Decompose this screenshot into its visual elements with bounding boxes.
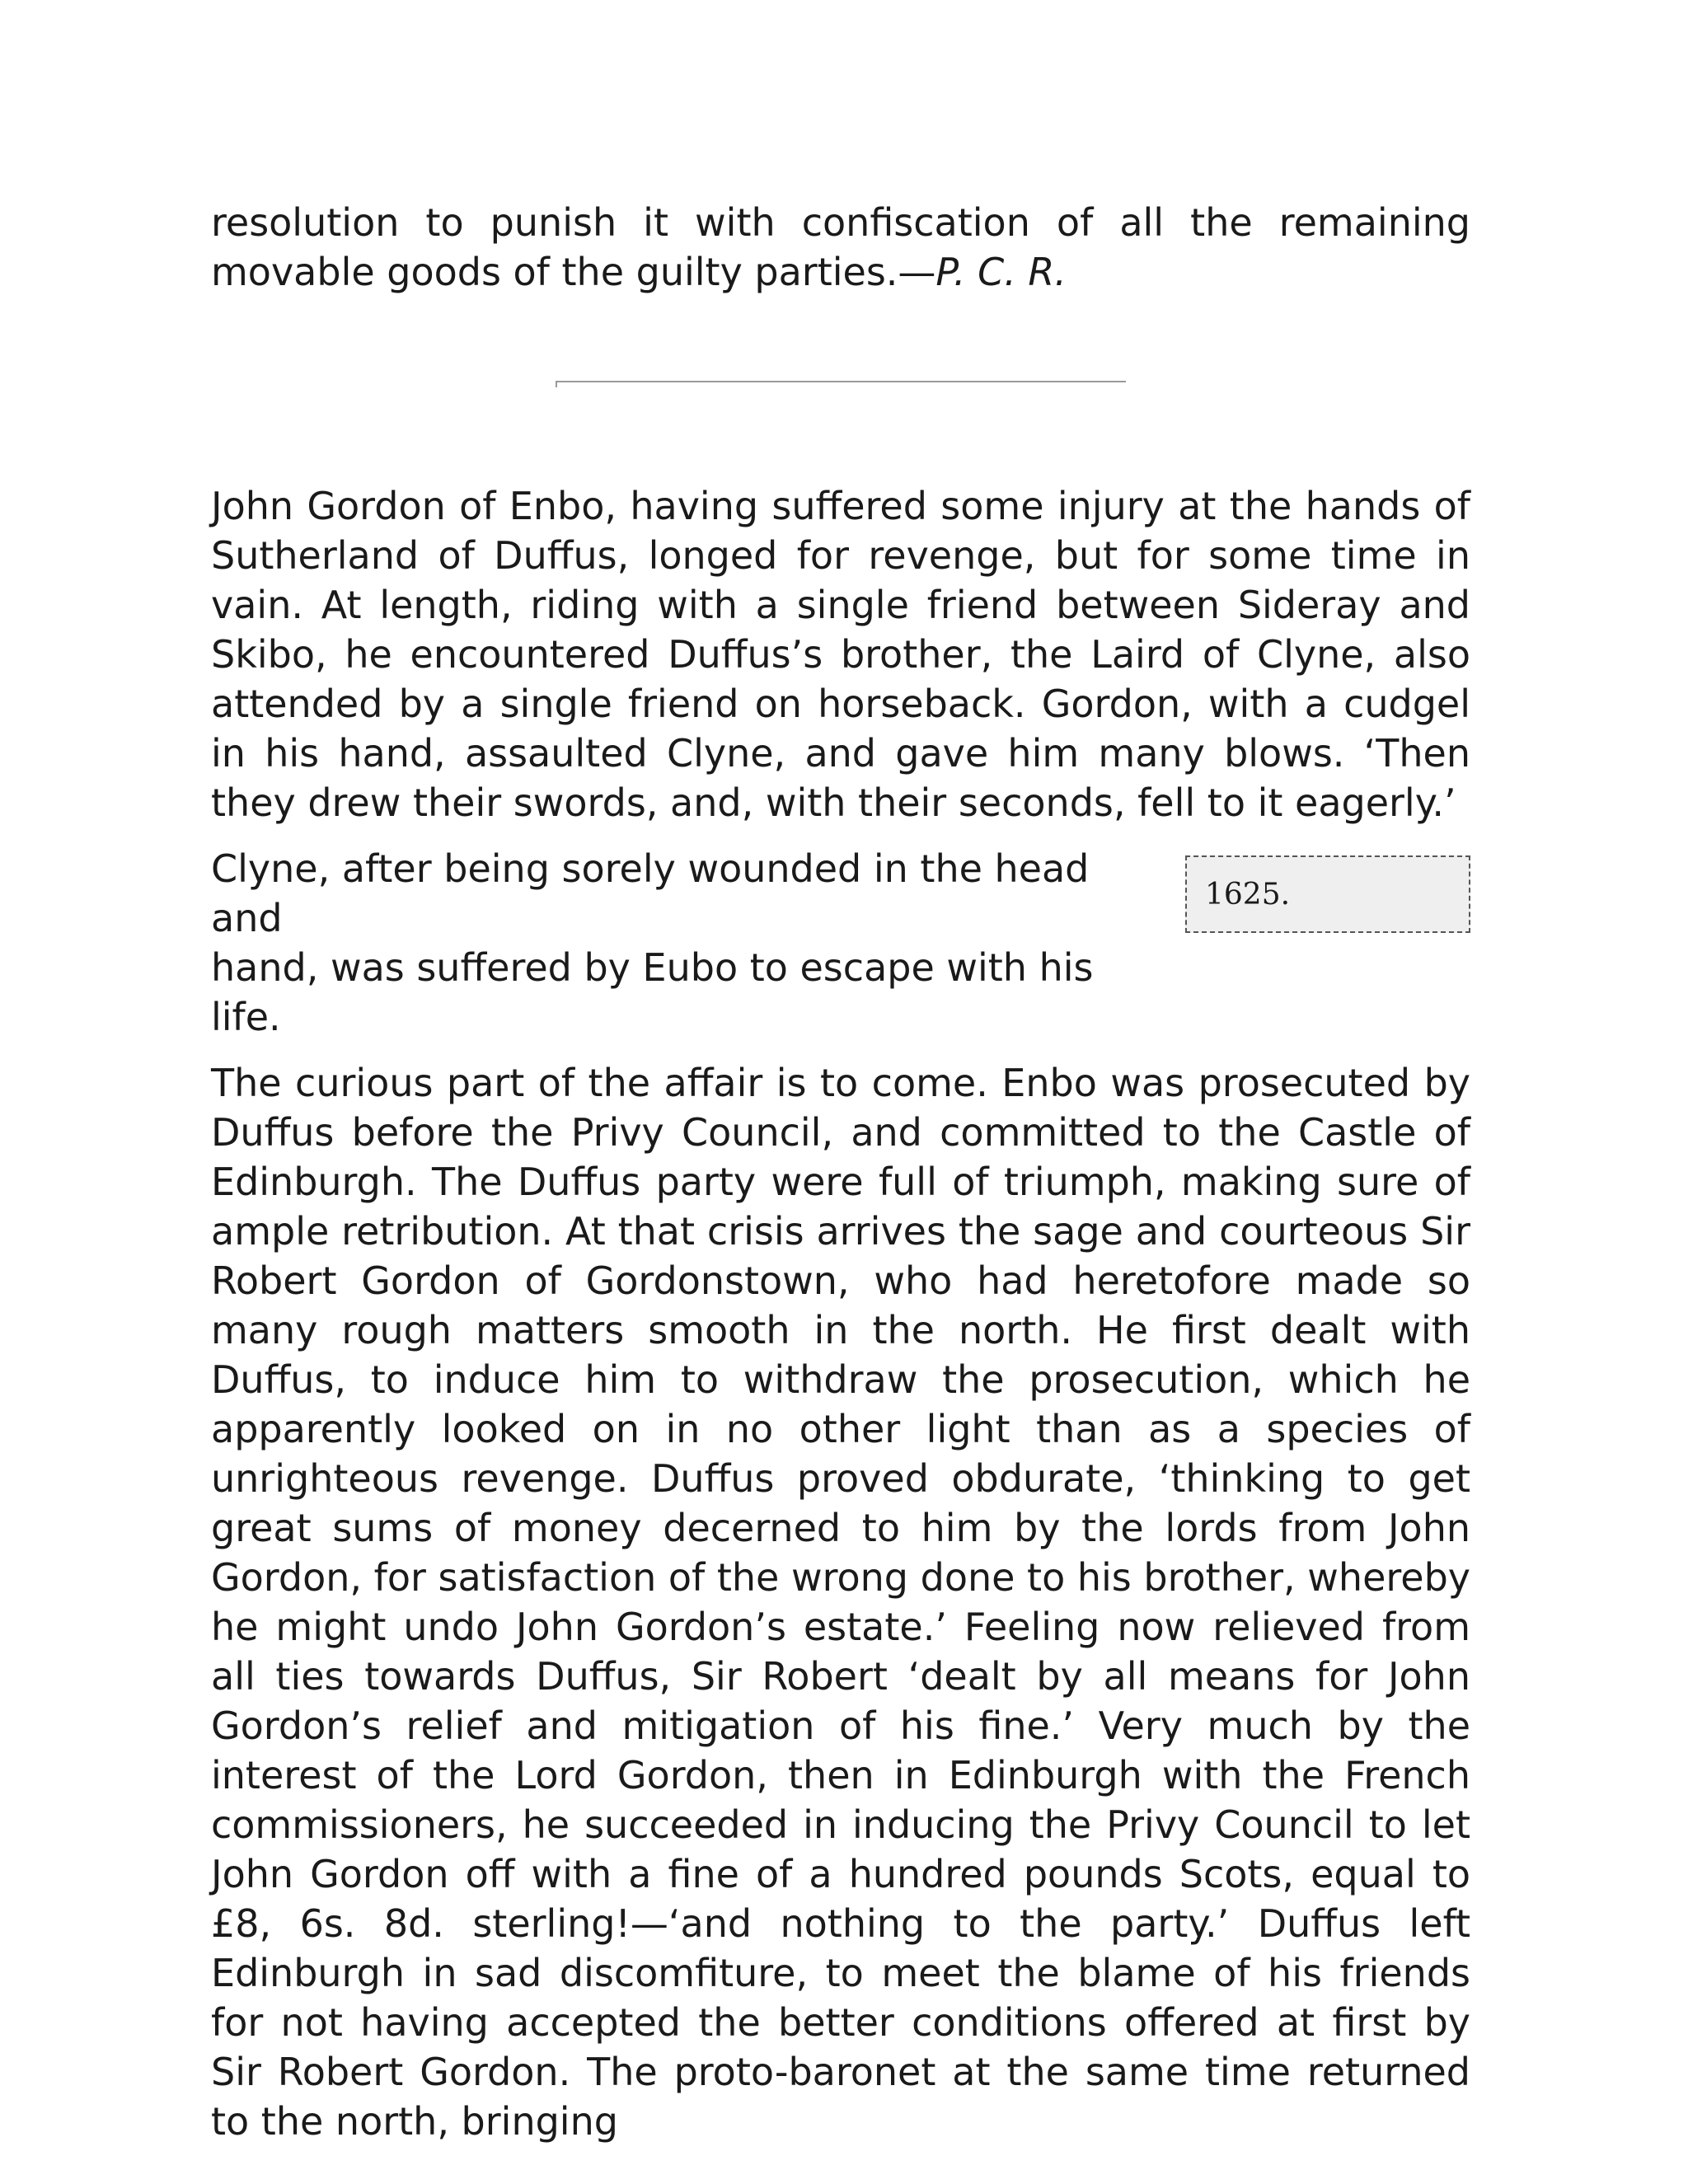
- paragraph-confiscation: [211, 198, 1470, 297]
- paragraph-clyne-line-2: hand, was suffered by Eubo to escape with his life.: [211, 945, 1094, 1039]
- paragraph-enbo-revenge: John Gordon of Enbo, having suffered some injury at the hands of Sutherland of Duffus, longed for revenge, but for some time in vain. At length, riding with a single friend between Sideray and Skibo, he encountered Duffus’s brother, the Laird of Clyne, also attended by a single friend on horseback. Gordon, with a cudgel in his hand, assaulted Clyne, and gave him many blows. ‘Then they drew their swords, and, with their seconds, fell to it eagerly.’: [211, 484, 1470, 825]
- section-divider: [557, 381, 1126, 382]
- paragraph-prosecution: The curious part of the affair is to come. Enbo was prosecuted by Duffus before the Privy Council, and committed to the Castle of Edinburgh. The Duffus party were full of triumph, making sure of ample retribution. At that crisis arrives the sage and courteous Sir Robert Gordon of Gordonstown, who had heretofore made so many rough matters smooth in the north. He first dealt with Duffus, to induce him to withdraw the prosecution, which he apparently looked on in no other light than as a species of unrighteous revenge. Duffus proved obdurate, ‘thinking to get great sums of money decerned to him by the lords from John Gordon, for satisfaction of the wrong done to his brother, whereby he might undo John Gordon’s estate.’ Feeling now relieved from all ties towards Duffus, Sir Robert ‘dealt by all means for John Gordon’s relief and mitigation of his fine.’ Very much by the interest of the Lord Gordon, then in Edinburgh with the French commissioners, he succeeded in inducing the Privy Council to let John Gordon off with a fine of a hundred pounds Scots, equal to £8, 6s. 8d. sterling!—‘and nothing to the party.’ Duffus left Edinburgh in sad discomfiture, to meet the blame of his friends for not having accepted the better conditions offered at first by Sir Robert Gordon. The proto-baronet at the same time returned to the north, bringing: [211, 1061, 1470, 2144]
- paragraph-clyne-block: [211, 844, 1470, 1042]
- citation-pcr: P. C. R.: [935, 250, 1067, 294]
- page-body: [211, 198, 1470, 2146]
- paragraph-clyne-line-1: Clyne, after being sorely wounded in the head and: [211, 846, 1090, 940]
- paragraph-clyne: [211, 844, 1151, 1042]
- paragraph-confiscation-text: resolution to punish it with confiscation of all the remaining movable goods of the guilty parties.—: [211, 200, 1470, 294]
- sidenote-year: 1625.: [1185, 855, 1470, 933]
